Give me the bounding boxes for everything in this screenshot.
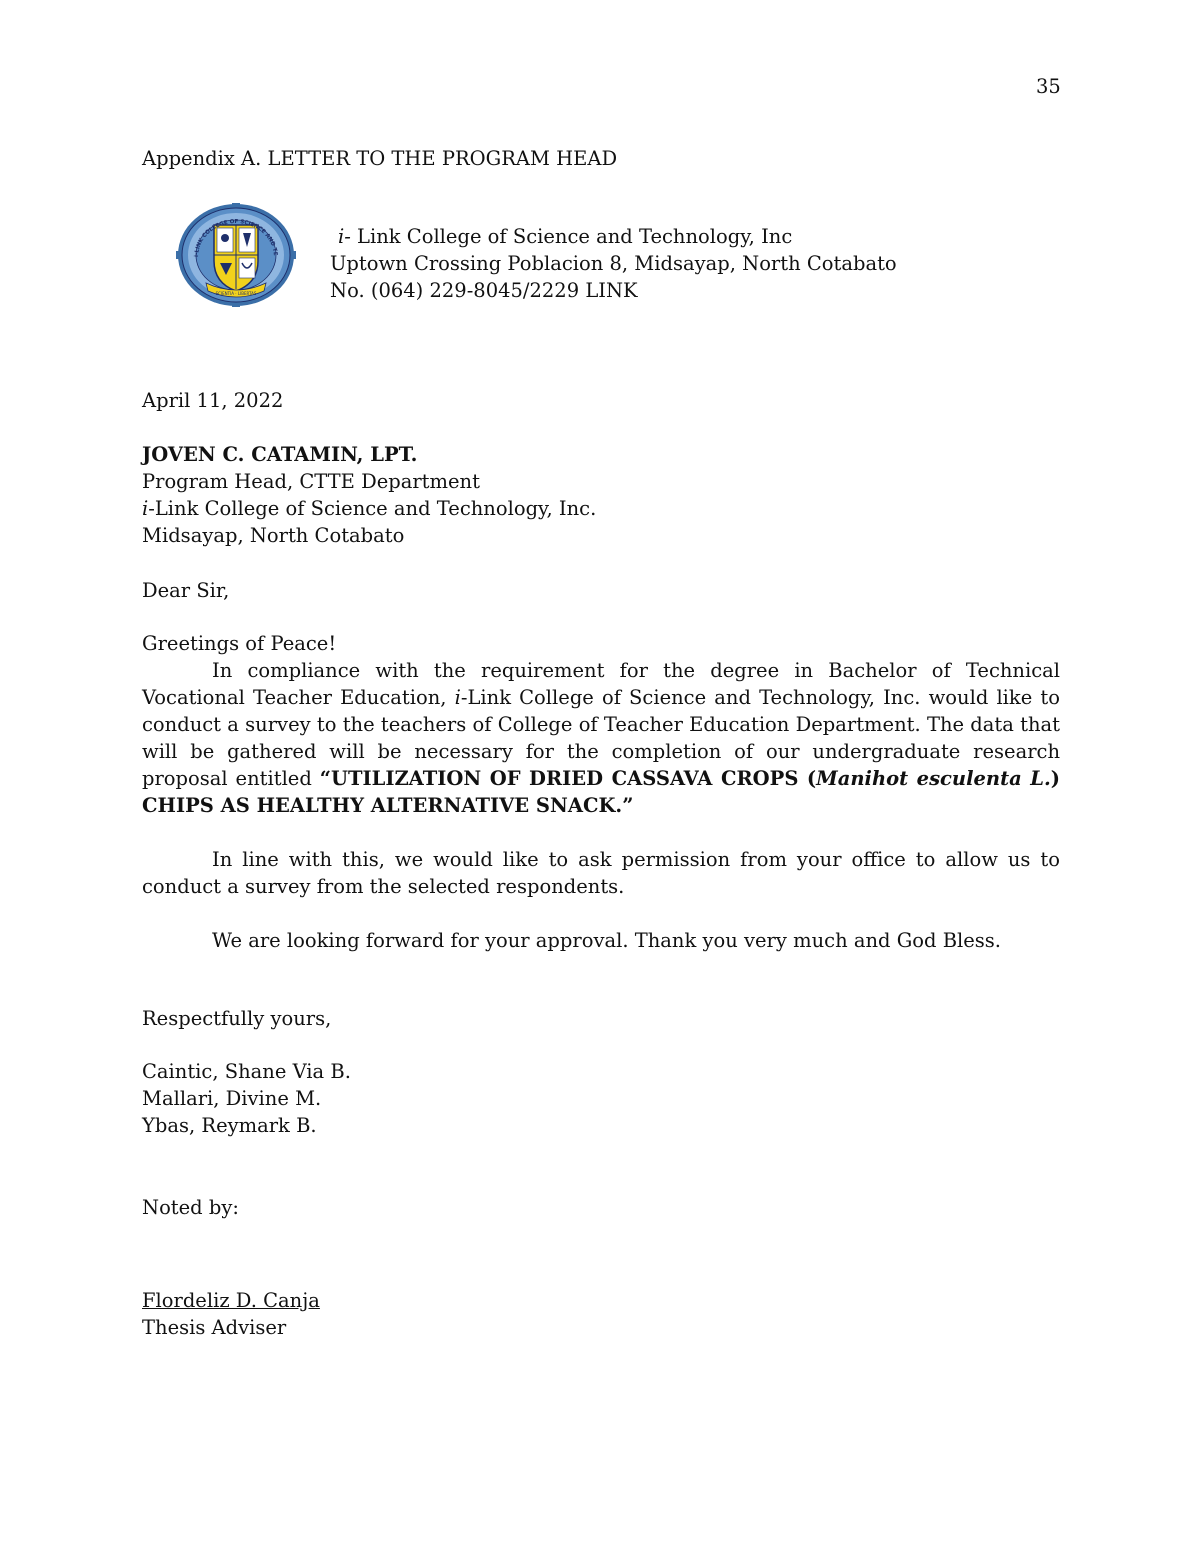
letterhead-phone: No. (064) 229-8045/2229 LINK [330,279,638,302]
body-paragraph-2: In line with this, we would like to ask permission from your office to allow us to conduct a survey from the selected respondents. [142,848,1060,898]
letterhead-address: Uptown Crossing Poblacion 8, Midsayap, North Cotabato [330,252,897,275]
letterhead [330,223,897,304]
adviser-name: Flordeliz D. Canja [142,1289,320,1312]
signatory: Caintic, Shane Via B. [142,1060,351,1083]
recipient-school-i: i [142,497,149,520]
appendix-title: Appendix A. LETTER TO THE PROGRAM HEAD [142,147,618,170]
noted-by-label: Noted by: [142,1196,239,1219]
greeting: Greetings of Peace! [142,632,337,655]
closing: Respectfully yours, [142,1007,332,1030]
recipient-position: Program Head, CTTE Department [142,470,480,493]
signatory: Mallari, Divine M. [142,1087,322,1110]
para1-text-b: -Link College of Science and Technology, Inc. would like to conduct a survey to the teachers of College of Teacher Education Department. The data that will be gathered will be necessary for the completion of our undergraduate research proposal entitled [142,686,1060,790]
recipient-block [142,441,596,549]
recipient-school [142,495,596,522]
research-title-b: ) CHIPS AS HEALTHY ALTERNATIVE SNACK.” [142,767,1060,817]
seal-motto: SCIENTIA · LIBERTAS [215,291,257,296]
recipient-name: JOVEN C. CATAMIN, LPT. [142,443,418,466]
body-paragraph-1 [142,657,1060,819]
letterhead-i-prefix: i- [338,225,351,248]
letterhead-college-name [330,223,897,250]
page-number: 35 [1036,75,1061,98]
seal-ring-text: i-LINK COLLEGE OF SCIENCE AND TE [193,218,279,258]
para1-italic-i: i [454,686,461,709]
recipient-school-text: -Link College of Science and Technology, Inc. [148,497,597,520]
recipient-address: Midsayap, North Cotabato [142,524,405,547]
college-seal-logo [176,203,296,307]
body-paragraph-3: We are looking forward for your approval. Thank you very much and God Bless. [212,929,1002,952]
salutation: Dear Sir, [142,579,230,602]
adviser-block [142,1287,320,1341]
letter-date: April 11, 2022 [142,389,284,412]
college-seal-icon [176,203,296,307]
para1-text-a: In compliance with the requirement for the degree in Bachelor of Technical Vocational Teacher Education, [142,659,1060,709]
signatory: Ybas, Reymark B. [142,1114,317,1137]
research-title-scientific-name: Manihot esculenta L. [816,767,1051,790]
letter-body [142,630,1060,954]
signatories-list [142,1058,351,1139]
research-title-a: “UTILIZATION OF DRIED CASSAVA CROPS ( [319,767,817,790]
adviser-title: Thesis Adviser [142,1316,287,1339]
letterhead-college-name-text: Link College of Science and Technology, Inc [350,225,793,248]
